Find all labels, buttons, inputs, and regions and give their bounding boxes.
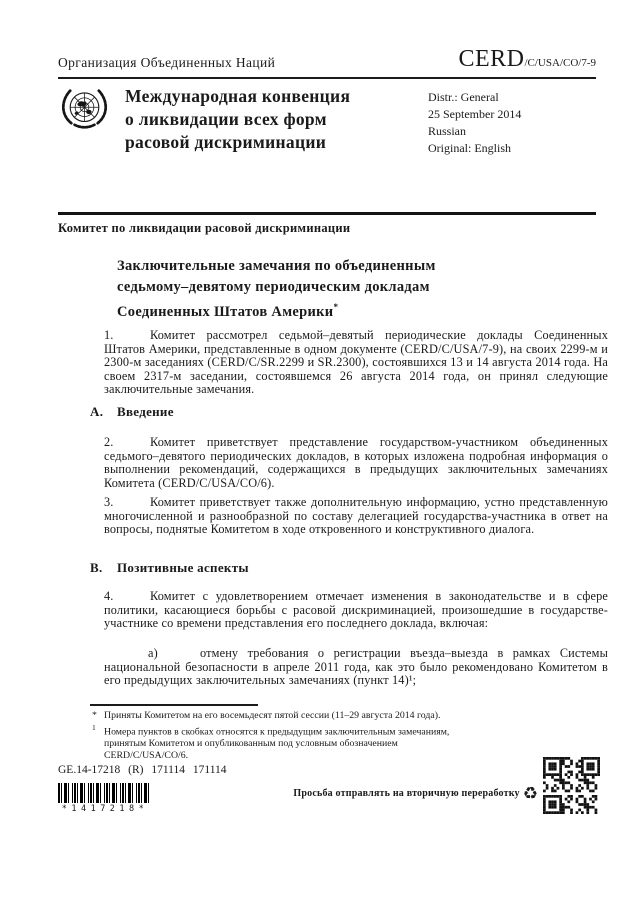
distribution-block: [428, 89, 521, 157]
paragraph-4: [104, 590, 608, 631]
paragraph-1: [104, 329, 608, 397]
footnote-marker: *: [92, 710, 97, 721]
footnote-text: Приняты Комитетом на его восемьдесят пятой сессии (11–29 августа 2014 года).: [104, 710, 441, 721]
un-emblem-icon: [57, 83, 112, 138]
barcode: [58, 783, 150, 803]
footnote-asterisk: [92, 710, 464, 722]
document-title-line: седьмому–девятому периодическим докладам: [117, 278, 430, 295]
paragraph-number: 4.: [104, 589, 114, 603]
header-rule: [58, 77, 596, 79]
document-title-line: Соединенных Штатов Америки*: [117, 302, 339, 320]
footnote-1: [92, 722, 464, 762]
document-title: [117, 256, 436, 322]
subparagraph-label: а): [148, 646, 158, 660]
recycle-note-text: Просьба отправлять на вторичную переработку: [293, 788, 520, 799]
subparagraph-a: [104, 647, 608, 688]
convention-title: [125, 85, 350, 154]
footnote-marker: 1: [92, 723, 96, 732]
section-title: Позитивные аспекты: [117, 560, 249, 575]
qr-code: [543, 757, 600, 814]
document-title-line: Заключительные замечания по объединенным: [117, 258, 436, 274]
distr-language: Russian: [428, 124, 467, 138]
footnote-text: Номера пунктов в скобках относятся к предыдущим заключительным замечаниям, принятым Комитетом и опубликованным под условным обозначением CERD/C/USA/CO/6.: [104, 726, 450, 762]
paragraph-2: [104, 436, 608, 490]
paragraph-text: Комитет приветствует также дополнительную информацию, устно представленную многочисленной и разнообразной по составу делегацией государства-участника в ответ на вопросы, поднятые Комитетом в ходе откровенного и конструктивного диалога.: [104, 495, 608, 536]
document-symbol-suffix: /C/USA/CO/7-9: [524, 57, 596, 69]
section-heading-a: [90, 404, 174, 420]
section-title: Введение: [117, 404, 174, 419]
paragraph-text: Комитет с удовлетворением отмечает изменения в законодательстве и в сфере политики, касающиеся борьбы с расовой дискриминацией, произошедшие в государстве-участнике со времени представления его последнего доклада, включая:: [104, 589, 608, 630]
distr-type: Distr.: General: [428, 90, 499, 104]
distr-original: Original: English: [428, 141, 511, 155]
paragraph-number: 1.: [104, 328, 114, 342]
barcode-text: *1417218*: [61, 804, 149, 814]
document-symbol-main: CERD: [458, 46, 525, 72]
distr-date: 25 September 2014: [428, 107, 522, 121]
title-footnote-marker: *: [333, 302, 339, 312]
subparagraph-text: отмену требования о регистрации въезда–выезда в рамках Системы национальной безопасности в апреле 2011 года, как это было рекомендовано Комитетом в его предыдущих заключительных замечаниях (пункт 14)¹;: [104, 646, 608, 687]
paragraph-3: [104, 496, 608, 537]
paragraph-number: 2.: [104, 435, 114, 449]
ge-reference: GE.14-17218 (R) 171114 171114: [58, 764, 227, 776]
organization-name: Организация Объединенных Наций: [58, 55, 276, 70]
section-rule: [58, 212, 596, 215]
committee-name: Комитет по ликвидации расовой дискриминации: [58, 221, 351, 235]
convention-title-line: расовой дискриминации: [125, 132, 327, 152]
paragraph-text: Комитет рассмотрел седьмой–девятый периодические доклады Соединенных Штатов Америки, представленные в одном документе (CERD/C/USA/7-9), на своих 2299-м и 2300-м заседаниях (CERD/C/SR.2299 и SR.2300), состоявшихся 13 и 14 августа 2014 года. На своем 2317-м заседании, состоявшемся 26 августа 2014 года, он принял следующие заключительные замечания.: [104, 328, 608, 396]
document-symbol: [458, 46, 596, 73]
footnote-rule: [90, 704, 258, 706]
section-letter: A.: [90, 404, 104, 419]
section-letter: B.: [90, 560, 103, 575]
section-heading-b: [90, 560, 249, 576]
recycle-note-row: [293, 785, 538, 802]
convention-title-line: Международная конвенция: [125, 86, 351, 106]
recycle-icon: ♻: [522, 784, 538, 803]
convention-title-line: о ликвидации всех форм: [125, 109, 327, 129]
paragraph-text: Комитет приветствует представление государством-участником объединенных седьмого–девятого периодических докладов, в которых изложена подробная информация о выполнении рекомендаций, содержащихся в предыдущих заключительных замечаниях Комитета (CERD/C/USA/CO/6).: [104, 435, 608, 490]
paragraph-number: 3.: [104, 495, 114, 509]
